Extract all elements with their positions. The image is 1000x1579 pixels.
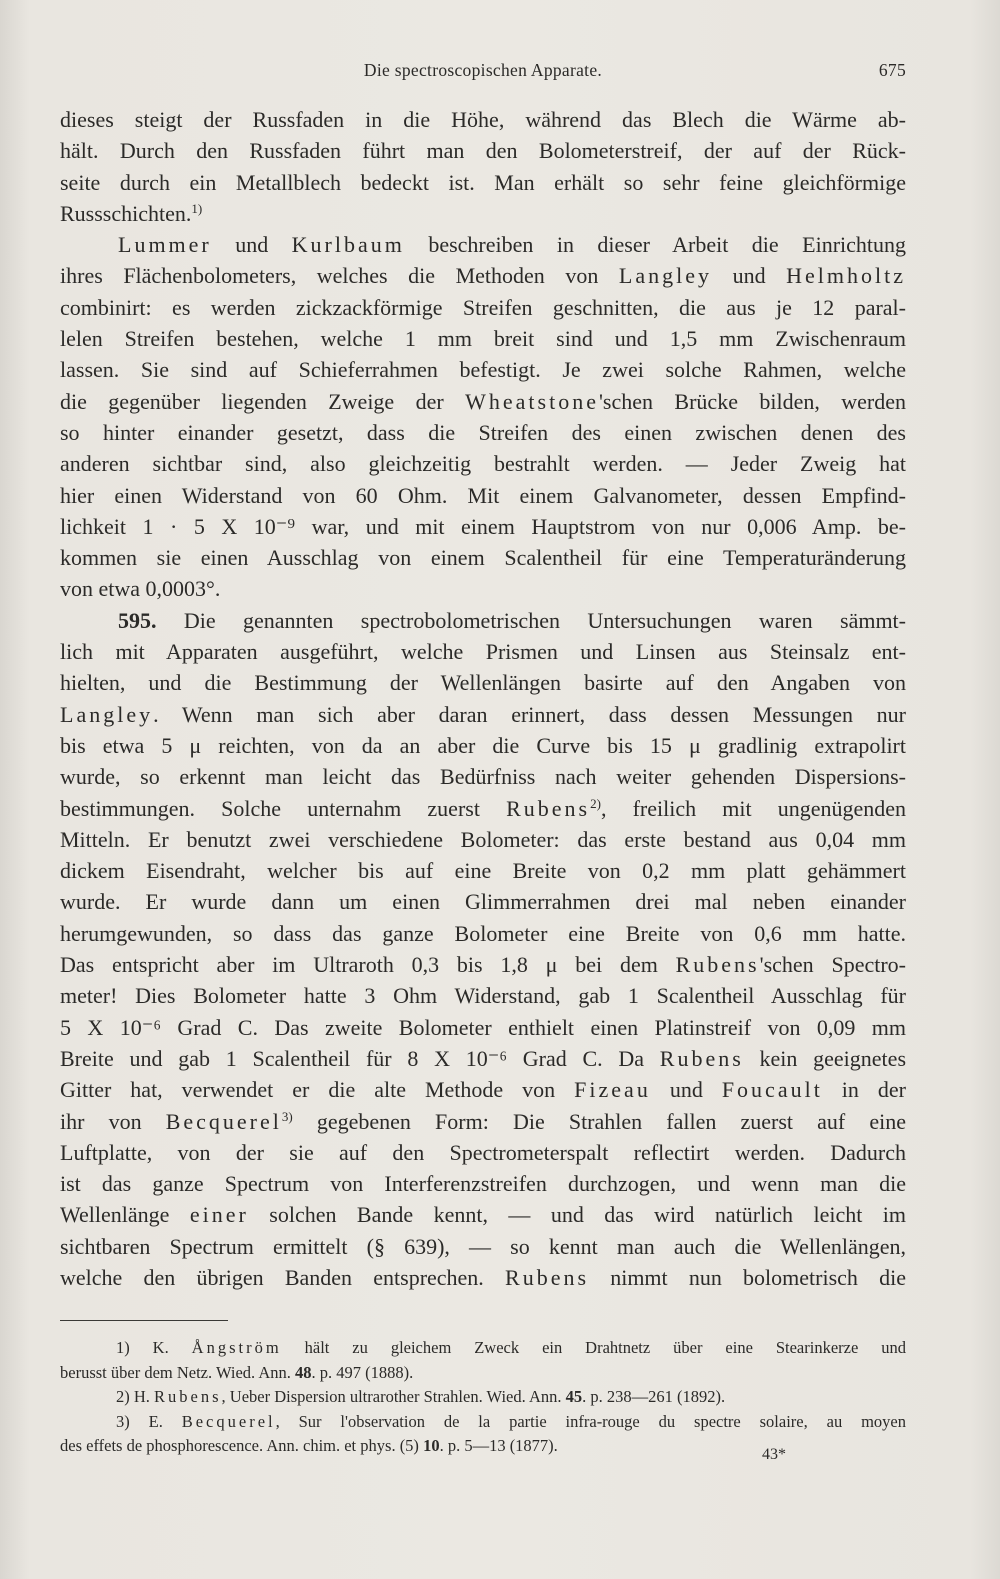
footnote-ref: 3) bbox=[281, 1108, 293, 1124]
text-run: , freilich mit ungenügenden bbox=[600, 795, 907, 821]
author-name: Becquerel bbox=[181, 1411, 276, 1431]
page-number: 675 bbox=[878, 60, 906, 80]
text-run: gegebenen Form: Die Strahlen fallen zuerst auf eine bbox=[292, 1108, 906, 1134]
footnote-ref: 2) bbox=[590, 795, 601, 811]
author-name: Rubens bbox=[505, 1264, 590, 1290]
footnote-line bbox=[60, 1385, 906, 1410]
text-run: 'schen Spectro- bbox=[759, 952, 906, 978]
text-run: welche den übrigen Banden entsprechen. bbox=[60, 1264, 506, 1290]
text-run: berusst über dem Netz. Wied. Ann. bbox=[60, 1362, 296, 1382]
footnote-divider bbox=[60, 1320, 228, 1321]
text-line: dickem Eisendraht, welcher bis auf eine Breite von 0,2 mm platt gehämmert bbox=[60, 858, 906, 884]
author-name: Rubens bbox=[154, 1387, 222, 1406]
text-run: ihr von bbox=[60, 1108, 166, 1134]
text-line: dieses steigt der Russfaden in die Höhe, während das Blech die Wärme ab- bbox=[60, 107, 906, 132]
text-line: combinirt: es werden zickzackförmige Streifen geschnitten, die aus je 12 paral- bbox=[60, 294, 906, 320]
volume-number: 45 bbox=[565, 1387, 583, 1406]
text-run: 3) E. bbox=[116, 1411, 182, 1431]
text-line: lassen. Sie sind auf Schieferrahmen befestigt. Je zwei solche Rahmen, welche bbox=[60, 357, 906, 383]
text-run: und bbox=[712, 263, 787, 289]
text-line: sichtbaren Spectrum ermittelt (§ 639), — so kennt man auch die Wellenlängen, bbox=[60, 1233, 906, 1259]
text-line bbox=[60, 1043, 906, 1074]
text-run: und bbox=[650, 1077, 722, 1103]
footnote-line bbox=[60, 1336, 906, 1361]
text-line: hielten, und die Bestimmung der Wellenlängen basirte auf den Angaben von bbox=[60, 670, 906, 696]
author-name: Helmholtz bbox=[786, 263, 906, 289]
emphasis: einer bbox=[189, 1202, 249, 1228]
text-line bbox=[60, 605, 906, 636]
text-line bbox=[60, 198, 906, 229]
section-number: 595. bbox=[118, 607, 157, 633]
text-run: Russschichten. bbox=[60, 200, 192, 226]
text-run: Die genannten spectrobolometrischen Untersuchungen waren sämmt- bbox=[156, 607, 906, 633]
text-line bbox=[60, 1262, 906, 1293]
volume-number: 48 bbox=[295, 1362, 312, 1382]
text-run: 2) H. bbox=[116, 1387, 155, 1406]
author-name: Lummer bbox=[118, 232, 212, 258]
text-run: Wellenlänge bbox=[60, 1202, 190, 1228]
text-line: ist das ganze Spectrum von Interferenzstreifen durchzogen, und wenn man die bbox=[60, 1171, 906, 1197]
text-run: hält zu gleichem Zweck ein Drahtnetz über eine Stearinkerze und bbox=[281, 1338, 906, 1357]
text-line: lich mit Apparaten ausgeführt, welche Prismen und Linsen aus Steinsalz ent- bbox=[60, 639, 906, 665]
text-line: lelen Streifen bestehen, welche 1 mm breit sind und 1,5 mm Zwischenraum bbox=[60, 326, 906, 352]
text-line: hält. Durch den Russfaden führt man den Bolometerstreif, der auf der Rück- bbox=[60, 138, 906, 164]
author-name: Rubens bbox=[506, 795, 591, 821]
text-run: in der bbox=[822, 1077, 906, 1103]
text-line: anderen sichtbar sind, also gleichzeitig bestrahlt werden. — Jeder Zweig hat bbox=[60, 451, 906, 477]
text-run: . p. 497 (1888). bbox=[311, 1362, 414, 1382]
author-name: Langley bbox=[60, 701, 154, 727]
author-name: Kurlbaum bbox=[291, 232, 405, 258]
text-run: Breite und gab 1 Scalentheil für 8 X 10⁻⁶ Grad C. Da bbox=[60, 1045, 660, 1071]
text-line: Luftplatte, von der sie auf den Spectrometerspalt reflectirt werden. Dadurch bbox=[60, 1139, 906, 1165]
text-line bbox=[60, 1199, 906, 1230]
text-run: des effets de phosphorescence. Ann. chim. et phys. (5) bbox=[60, 1436, 424, 1455]
text-run: beschreiben in dieser Arbeit die Einrichtung bbox=[404, 232, 907, 258]
text-line bbox=[60, 949, 906, 980]
text-run: 'schen Brücke bilden, werden bbox=[598, 388, 906, 414]
text-line: wurde. Er wurde dann um einen Glimmerrahmen drei mal neben einander bbox=[60, 889, 906, 915]
text-line: hier einen Widerstand von 60 Ohm. Mit einem Galvanometer, dessen Empfind- bbox=[60, 482, 906, 508]
text-run: . Wenn man sich aber daran erinnert, dass dessen Messungen nur bbox=[153, 701, 906, 727]
text-line: bis etwa 5 μ reichten, von da an aber die Curve bis 15 μ gradlinig extrapolirt bbox=[60, 732, 906, 758]
author-name: Ångström bbox=[191, 1338, 282, 1357]
text-line: wurde, so erkennt man leicht das Bedürfniss nach weiter gehenden Dispersions- bbox=[60, 764, 906, 790]
text-run: die gegenüber liegenden Zweige der bbox=[60, 388, 466, 414]
main-text bbox=[60, 104, 906, 1293]
text-line: 5 X 10⁻⁶ Grad C. Das zweite Bolometer enthielt einen Platinstreif von 0,09 mm bbox=[60, 1014, 906, 1040]
text-run: Das entspricht aber im Ultraroth 0,3 bis 1,8 μ bei dem bbox=[60, 952, 676, 978]
text-run: kein geeignetes bbox=[743, 1045, 907, 1071]
text-line bbox=[60, 699, 906, 730]
text-line: lichkeit 1 · 5 X 10⁻⁹ war, und mit einem Hauptstrom von nur 0,006 Amp. be- bbox=[60, 513, 906, 539]
text-line: herumgewunden, so dass das ganze Bolometer eine Breite von 0,6 mm hatte. bbox=[60, 920, 906, 946]
signature-mark: 43* bbox=[762, 1446, 786, 1463]
text-run: Gitter hat, verwendet er die alte Methode von bbox=[60, 1077, 575, 1103]
text-run: ihres Flächenbolometers, welches die Methoden von bbox=[60, 263, 619, 289]
author-name: Rubens bbox=[659, 1045, 744, 1071]
text-line bbox=[60, 386, 906, 417]
text-run: . p. 5—13 (1877). bbox=[439, 1436, 558, 1455]
text-run: bestimmungen. Solche unternahm zuerst bbox=[60, 795, 507, 821]
text-line: seite durch ein Metallblech bedeckt ist. Man erhält so sehr feine gleichförmige bbox=[60, 169, 906, 195]
running-header bbox=[60, 60, 906, 88]
text-line: Mitteln. Er benutzt zwei verschiedene Bolometer: das erste bestand aus 0,04 mm bbox=[60, 826, 906, 852]
author-name: Wheatstone bbox=[465, 388, 599, 414]
author-name: Rubens bbox=[675, 952, 760, 978]
volume-number: 10 bbox=[423, 1436, 440, 1455]
text-line bbox=[60, 260, 906, 291]
text-line bbox=[60, 1074, 906, 1105]
text-line: meter! Dies Bolometer hatte 3 Ohm Widerstand, gab 1 Scalentheil Ausschlag für bbox=[60, 983, 906, 1009]
text-run: und bbox=[211, 232, 292, 258]
text-run: 1) K. bbox=[116, 1338, 192, 1357]
text-run: solchen Bande kennt, — und das wird natürlich leicht im bbox=[248, 1202, 907, 1228]
text-run: , Ueber Dispersion ultrarother Strahlen. Wied. Ann. bbox=[221, 1387, 566, 1406]
text-line: kommen sie einen Ausschlag von einem Scalentheil für eine Temperaturänderung bbox=[60, 545, 906, 571]
running-title: Die spectroscopischen Apparate. bbox=[363, 60, 603, 80]
text-line: von etwa 0,0003°. bbox=[60, 576, 221, 602]
text-line bbox=[60, 793, 906, 824]
text-run: nimmt nun bolometrisch die bbox=[589, 1264, 906, 1290]
footnote-ref: 1) bbox=[191, 200, 203, 216]
footnote-line bbox=[60, 1361, 906, 1386]
author-name: Langley bbox=[618, 263, 713, 289]
text-run: . p. 238—261 (1892). bbox=[582, 1387, 726, 1406]
author-name: Becquerel bbox=[165, 1108, 282, 1134]
footnotes bbox=[60, 1336, 906, 1459]
author-name: Fizeau bbox=[574, 1077, 651, 1103]
footnote-line bbox=[60, 1410, 906, 1435]
text-line bbox=[60, 229, 906, 260]
text-line: so hinter einander gesetzt, dass die Streifen des einen zwischen denen des bbox=[60, 419, 906, 445]
author-name: Foucault bbox=[721, 1077, 823, 1103]
text-line bbox=[60, 1106, 906, 1137]
text-run: , Sur l'observation de la partie infra-rouge du spectre solaire, au moyen bbox=[275, 1411, 906, 1431]
